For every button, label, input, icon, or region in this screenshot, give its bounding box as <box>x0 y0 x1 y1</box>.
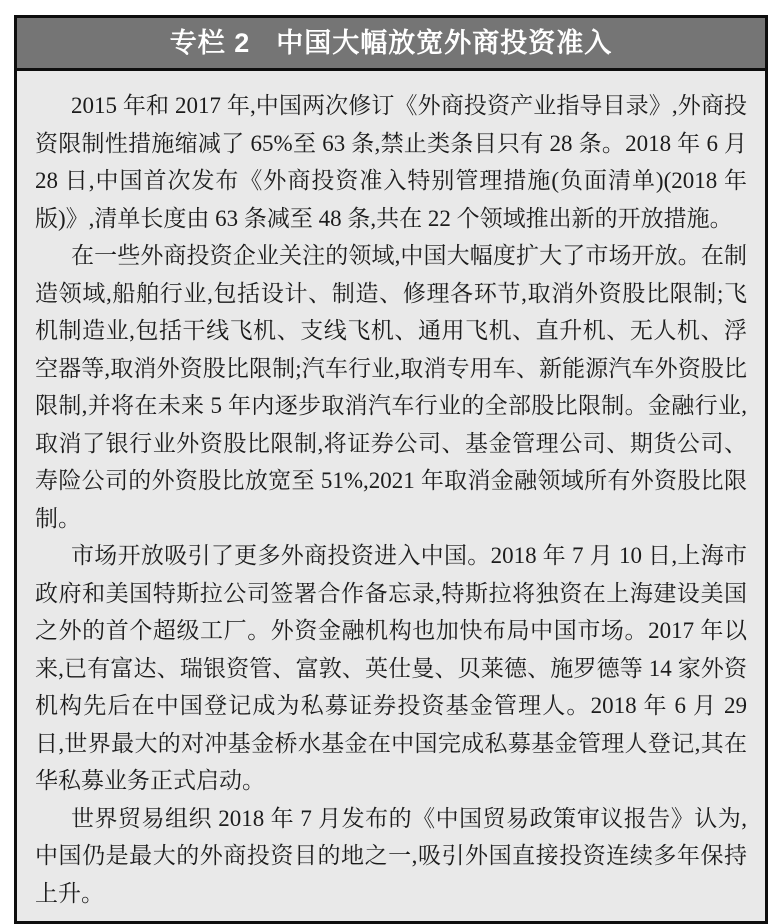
document-page <box>0 15 782 914</box>
paragraph-foreign-investment-examples: 市场开放吸引了更多外商投资进入中国。2018 年 7 月 10 日,上海市政府和美国特斯拉公司签署合作备忘录,特斯拉将独资在上海建设美国之外的首个超级工厂。外资金融机构也加快布局中国市场。2017 年以来,已有富达、瑞银资管、富敦、英仕曼、贝莱德、施罗德等 14 家外资机构先后在中国登记成为私募证券投资基金管理人。2018 年 6 月 29 日,世界最大的对冲基金桥水基金在中国完成私募基金管理人登记,其在华私募业务正式启动。 <box>35 543 748 793</box>
paragraph-wto-report: 世界贸易组织 2018 年 7 月发布的《中国贸易政策审议报告》认为,中国仍是最大的外商投资目的地之一,吸引外国直接投资连续多年保持上升。 <box>35 805 747 906</box>
column-box-title: 中国大幅放宽外商投资准入 <box>276 28 613 58</box>
paragraph-market-opening-sectors: 在一些外商投资企业关注的领域,中国大幅度扩大了市场开放。在制造领域,船舶行业,包括设计、制造、修理各环节,取消外资股比限制;飞机制造业,包括干线飞机、支线飞机、通用飞机、直升机、无人机、浮空器等,取消外资股比限制;汽车行业,取消专用车、新能源汽车外资股比限制,并将在未来 5 年内逐步取消汽车行业的全部股比限制。金融行业,取消了银行业外资股比限制,将证券公司、基金管理公司、期货公司、寿险公司的外资股比放宽至 51%,2021 年取消金融领域所有外资股比限制。 <box>35 243 747 531</box>
paragraph-investment-catalogue: 2015 年和 2017 年,中国两次修订《外商投资产业指导目录》,外商投资限制性措施缩减了 65%至 63 条,禁止类条目只有 28 条。2018 年 6 月 28 日,中国首次发布《外商投资准入特别管理措施(负面清单)(2018 年版)》,清单长度由 63 条减至 48 条,共在 22 个领域推出新的开放措施。 <box>35 93 747 231</box>
column-box-number: 专栏 2 <box>169 28 251 58</box>
column-box <box>14 15 768 924</box>
column-box-body <box>17 71 765 921</box>
column-box-header <box>17 18 765 71</box>
